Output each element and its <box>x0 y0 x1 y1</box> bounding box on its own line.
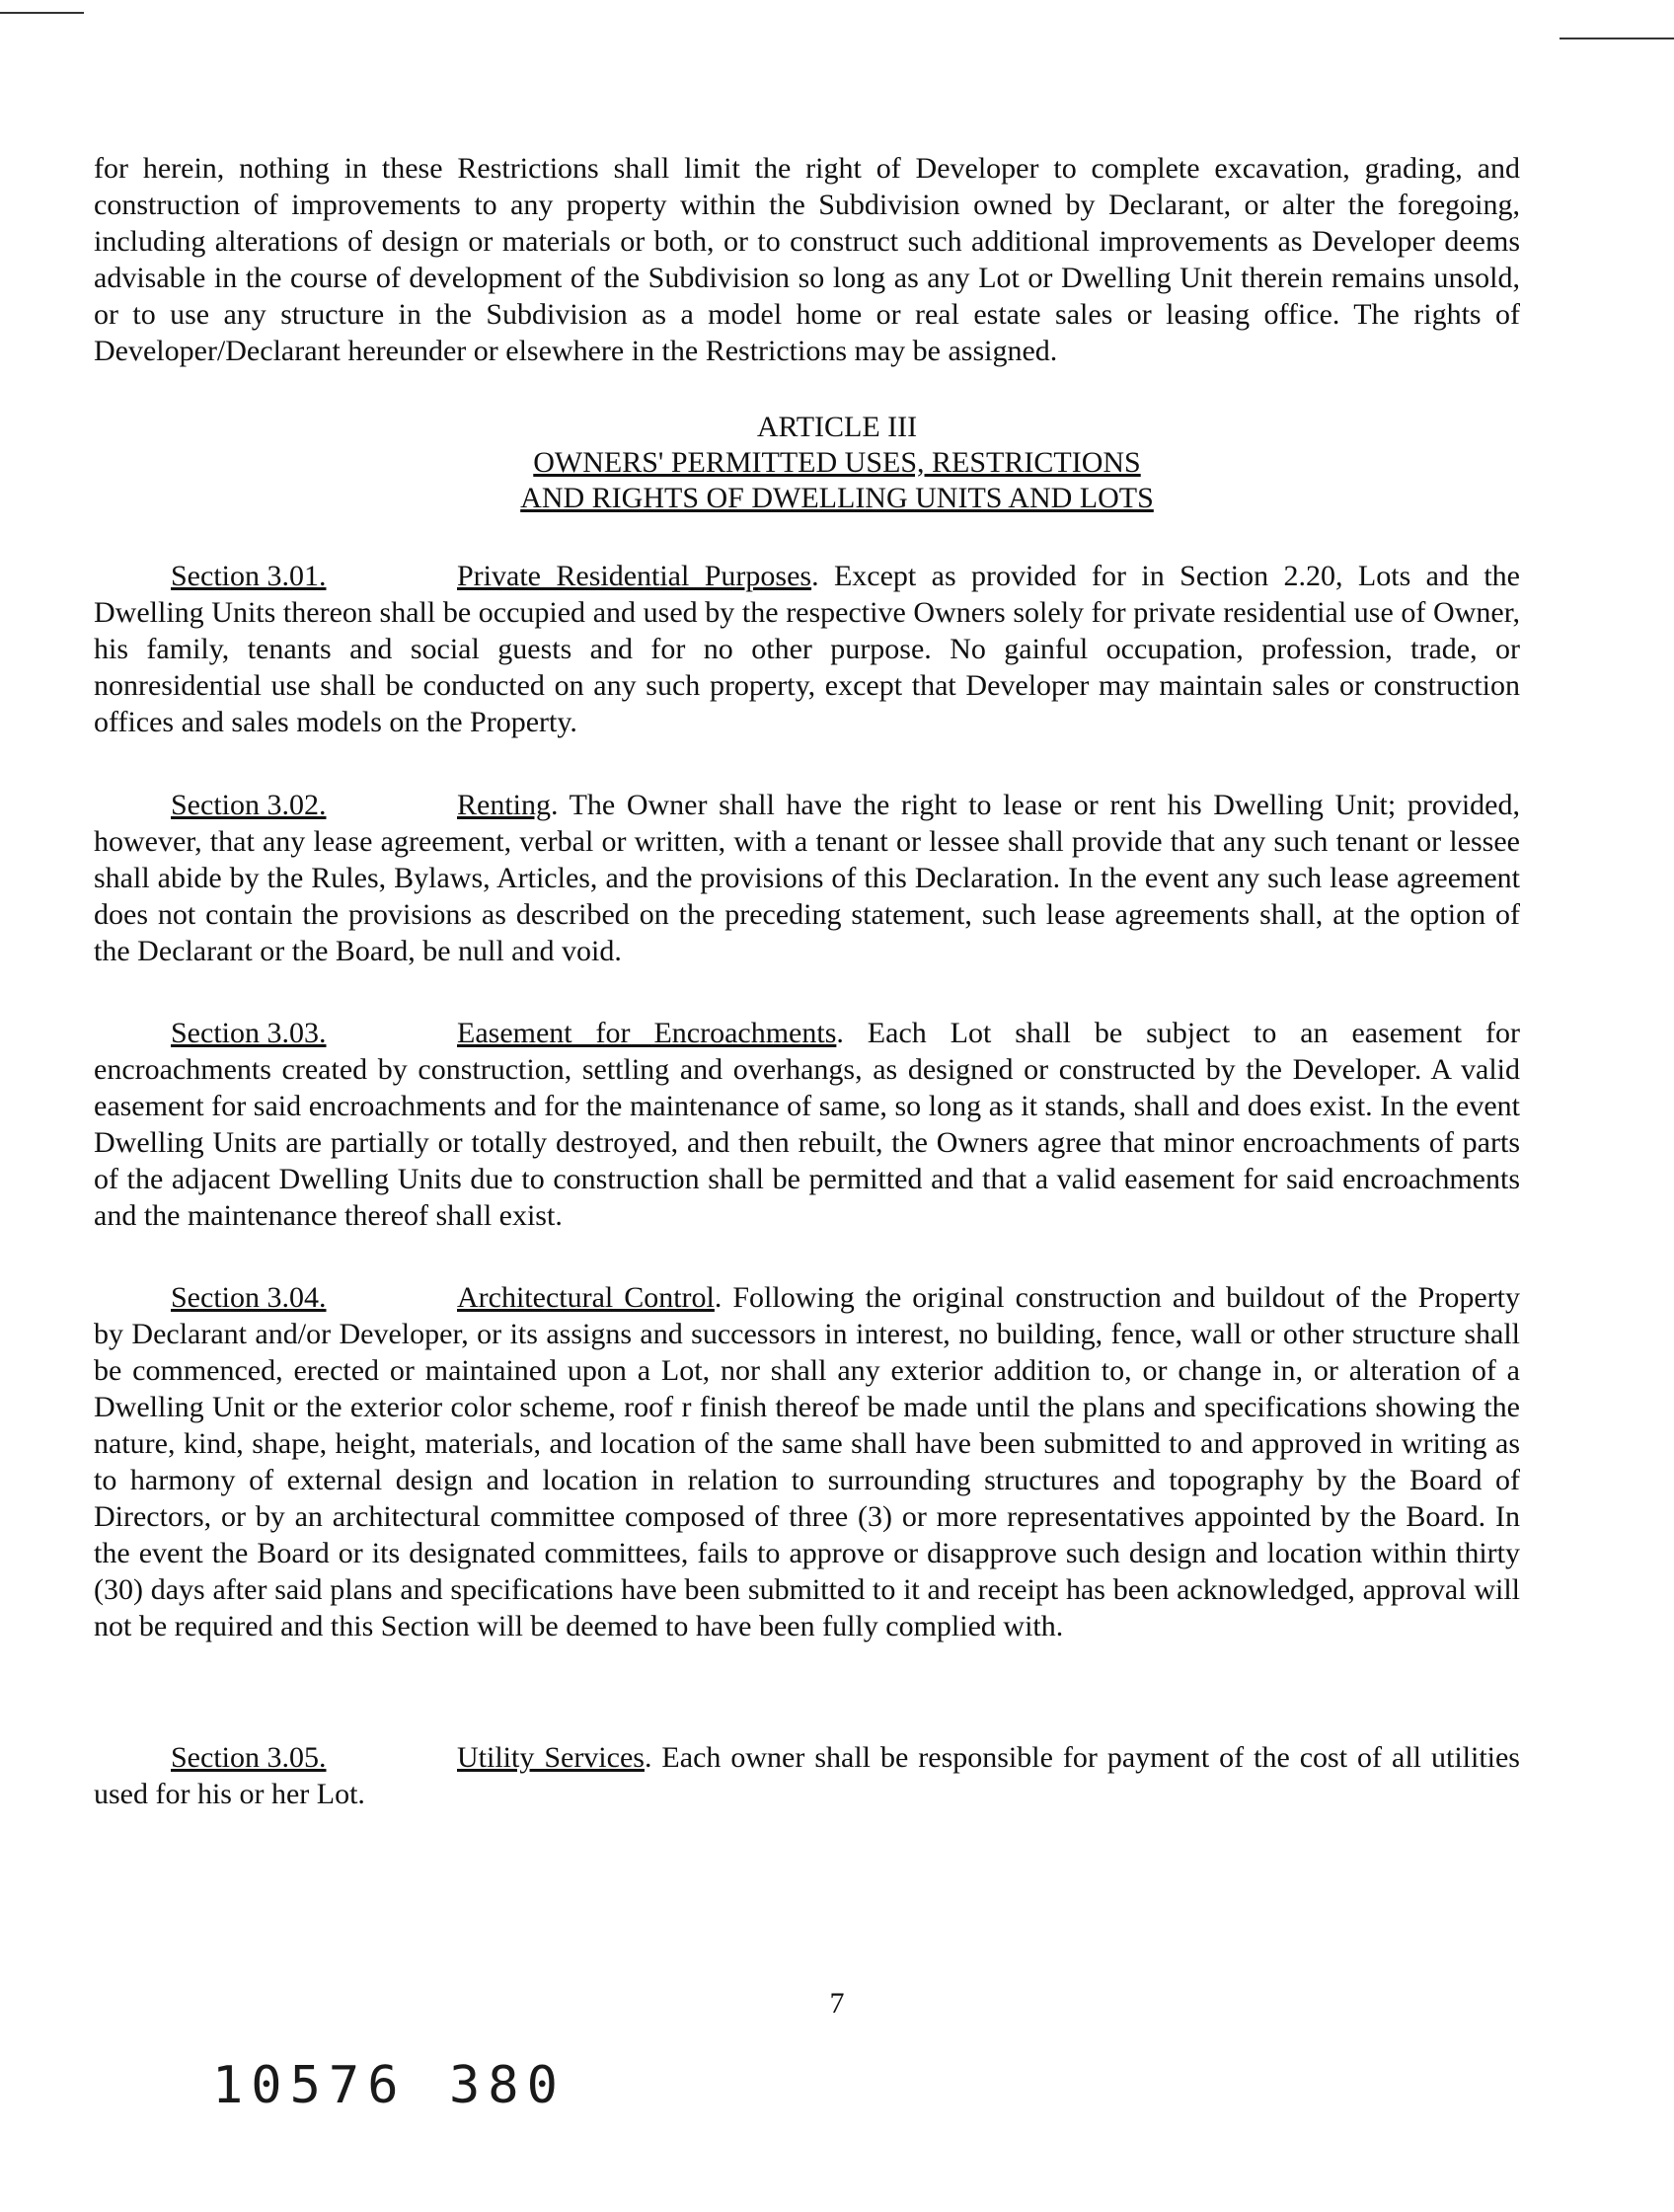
section-title: Private Residential Purposes <box>457 560 812 592</box>
section-3-04 <box>94 1279 1520 1644</box>
section-3-03 <box>94 1015 1520 1234</box>
section-body: . The Owner shall have the right to lease or rent his Dwelling Unit; provided, however, that any lease agreement, verbal or written, with a tenant or lessee shall provide that any such tenant or lessee shall abide by the Rules, Bylaws, Articles, and the provisions of this Declaration. In the event any such lease agreement does not contain the provisions as described on the preceding statement, such lease agreements shall, at the option of the Declarant or the Board, be null and void. <box>94 789 1520 967</box>
article-title-line-1: OWNERS' PERMITTED USES, RESTRICTIONS <box>533 446 1141 479</box>
article-title-line-2: AND RIGHTS OF DWELLING UNITS AND LOTS <box>520 482 1154 514</box>
section-number: Section 3.04. <box>171 1281 327 1314</box>
page-number: 7 <box>829 1987 845 2020</box>
section-number: Section 3.01. <box>171 560 327 592</box>
section-3-02 <box>94 787 1520 969</box>
section-body: . Each owner shall be responsible for payment of the cost of all utilities used for his or her Lot. <box>94 1741 1520 1810</box>
section-3-01 <box>94 558 1520 740</box>
section-number: Section 3.03. <box>171 1017 327 1049</box>
section-title: Architectural Control <box>457 1281 715 1314</box>
section-title: Utility Services <box>457 1741 645 1774</box>
intro-paragraph: for herein, nothing in these Restrictions shall limit the right of Developer to complete excavation, grading, and construction of improvements to any property within the Subdivision owned by Declarant, or alter the foregoing, including alterations of design or materials or both, or to construct such additional improvements as Developer deems advisable in the course of development of the Subdivision so long as any Lot or Dwelling Unit therein remains unsold, or to use any structure in the Subdivision as a model home or real estate sales or leasing office. The rights of Developer/Declarant hereunder or elsewhere in the Restrictions may be assigned. <box>94 152 1520 367</box>
section-3-05 <box>94 1739 1520 1812</box>
section-title: Renting <box>457 789 551 821</box>
scan-artifact-left <box>0 12 84 14</box>
section-body: . Each Lot shall be subject to an easement for encroachments created by construction, settling and overhangs, as designed or constructed by the Developer. A valid easement for said encroachments and for the maintenance of same, so long as it stands, shall and does exist. In the event Dwelling Units are partially or totally destroyed, and then rebuilt, the Owners agree that minor encroachments of parts of the adjacent Dwelling Units due to construction shall be permitted and that a valid easement for said encroachments and the maintenance thereof shall exist. <box>94 1017 1520 1232</box>
recording-page-number: 380 <box>449 2056 566 2115</box>
section-number: Section 3.02. <box>171 789 327 821</box>
section-number: Section 3.05. <box>171 1741 327 1774</box>
article-heading <box>0 410 1674 516</box>
section-body: . Following the original construction and buildout of the Property by Declarant and/or Developer, or its assigns and successors in interest, no building, fence, wall or other structure shall be commenced, erected or maintained upon a Lot, nor shall any exterior addition to, or change in, or alteration of a Dwelling Unit or the exterior color scheme, roof r finish thereof be made until the plans and specifications showing the nature, kind, shape, height, materials, and location of the same shall have been submitted to and approved in writing as to harmony of external design and location in relation to surrounding structures and topography by the Board of Directors, or by an architectural committee composed of three (3) or more representatives appointed by the Board. In the event the Board or its designated committees, fails to approve or disapprove such design and location within thirty (30) days after said plans and specifications have been submitted to it and receipt has been acknowledged, approval will not be required and this Section will be deemed to have been fully complied with. <box>94 1281 1520 1642</box>
scan-artifact-right <box>1560 38 1674 39</box>
recording-book-number: 10576 <box>212 2056 407 2115</box>
article-number: ARTICLE III <box>756 411 918 443</box>
section-title: Easement for Encroachments <box>457 1017 837 1049</box>
section-body: . Except as provided for in Section 2.20, Lots and the Dwelling Units thereon shall be occupied and used by the respective Owners solely for private residential use of Owner, his family, tenants and social guests and for no other purpose. No gainful occupation, profession, trade, or nonresidential use shall be conducted on any such property, except that Developer may maintain sales or construction offices and sales models on the Property. <box>94 560 1520 738</box>
